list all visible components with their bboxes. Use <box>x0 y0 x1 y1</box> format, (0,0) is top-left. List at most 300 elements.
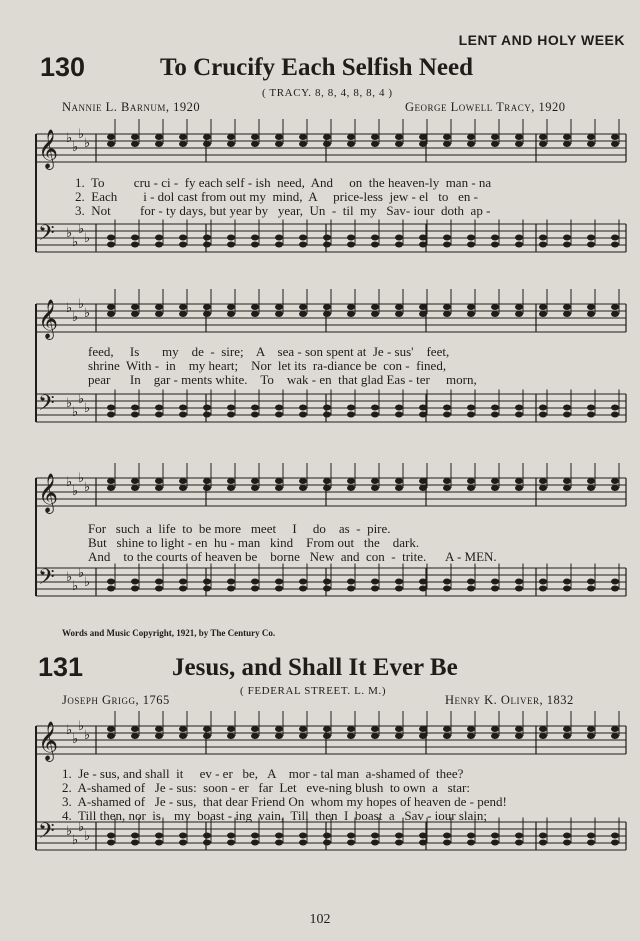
note-head-icon <box>371 833 379 839</box>
note-head-icon <box>419 733 427 739</box>
note-head-icon <box>299 412 307 418</box>
note-head-icon <box>467 586 475 592</box>
note-head-icon <box>395 840 403 846</box>
flat-icon: ♭ <box>78 392 85 407</box>
note-head-icon <box>203 726 211 732</box>
note-head-icon <box>563 134 571 140</box>
note-head-icon <box>419 840 427 846</box>
note-head-icon <box>347 726 355 732</box>
note-head-icon <box>443 726 451 732</box>
note-head-icon <box>227 478 235 484</box>
note-head-icon <box>131 242 139 248</box>
note-head-icon <box>491 478 499 484</box>
note-head-icon <box>179 242 187 248</box>
note-head-icon <box>587 242 595 248</box>
note-head-icon <box>491 833 499 839</box>
note-head-icon <box>155 235 163 241</box>
note-head-icon <box>275 833 283 839</box>
note-head-icon <box>371 840 379 846</box>
note-head-icon <box>563 242 571 248</box>
note-head-icon <box>611 478 619 484</box>
note-head-icon <box>227 405 235 411</box>
note-head-icon <box>179 733 187 739</box>
note-head-icon <box>227 840 235 846</box>
note-head-icon <box>515 733 523 739</box>
note-head-icon <box>299 478 307 484</box>
note-head-icon <box>539 733 547 739</box>
note-head-icon <box>347 478 355 484</box>
note-head-icon <box>347 141 355 147</box>
note-head-icon <box>467 833 475 839</box>
note-head-icon <box>179 833 187 839</box>
note-head-icon <box>515 412 523 418</box>
note-head-icon <box>155 733 163 739</box>
note-head-icon <box>419 405 427 411</box>
note-head-icon <box>131 478 139 484</box>
note-head-icon <box>155 485 163 491</box>
note-head-icon <box>395 242 403 248</box>
note-head-icon <box>251 242 259 248</box>
words-credit: Nannie L. Barnum, 1920 <box>62 100 201 114</box>
note-head-icon <box>539 141 547 147</box>
note-head-icon <box>179 405 187 411</box>
note-head-icon <box>491 485 499 491</box>
note-head-icon <box>443 833 451 839</box>
note-head-icon <box>131 726 139 732</box>
note-head-icon <box>275 485 283 491</box>
note-head-icon <box>131 235 139 241</box>
note-head-icon <box>251 586 259 592</box>
note-head-icon <box>155 840 163 846</box>
note-head-icon <box>275 840 283 846</box>
note-head-icon <box>539 134 547 140</box>
note-head-icon <box>515 726 523 732</box>
note-head-icon <box>395 579 403 585</box>
note-head-icon <box>323 833 331 839</box>
note-head-icon <box>227 304 235 310</box>
note-head-icon <box>395 726 403 732</box>
note-head-icon <box>515 134 523 140</box>
lyric-line: pear In gar - ments white. To wak - en that glad Eas - ter morn, <box>88 372 477 387</box>
note-head-icon <box>347 311 355 317</box>
note-head-icon <box>227 141 235 147</box>
flat-icon: ♭ <box>78 297 85 312</box>
note-head-icon <box>467 405 475 411</box>
note-head-icon <box>467 579 475 585</box>
note-head-icon <box>515 586 523 592</box>
note-head-icon <box>419 586 427 592</box>
note-head-icon <box>323 311 331 317</box>
note-head-icon <box>179 586 187 592</box>
note-head-icon <box>395 304 403 310</box>
note-head-icon <box>323 579 331 585</box>
note-head-icon <box>347 485 355 491</box>
note-head-icon <box>203 235 211 241</box>
note-head-icon <box>155 412 163 418</box>
lyric-line: 2. A-shamed of Je - sus: soon - er far Let eve-ning blush to own a star: <box>62 780 470 795</box>
note-head-icon <box>323 405 331 411</box>
note-head-icon <box>419 478 427 484</box>
note-head-icon <box>347 840 355 846</box>
note-head-icon <box>131 141 139 147</box>
note-head-icon <box>347 586 355 592</box>
note-head-icon <box>515 485 523 491</box>
note-head-icon <box>611 134 619 140</box>
note-head-icon <box>179 311 187 317</box>
note-head-icon <box>587 726 595 732</box>
flat-icon: ♭ <box>72 579 79 594</box>
note-head-icon <box>155 586 163 592</box>
note-head-icon <box>131 311 139 317</box>
lyric-line: For such a life to be more meet I do as - pire. <box>88 521 391 536</box>
note-head-icon <box>395 311 403 317</box>
flat-icon: ♭ <box>72 405 79 420</box>
note-head-icon <box>467 141 475 147</box>
note-head-icon <box>563 586 571 592</box>
note-head-icon <box>371 485 379 491</box>
note-head-icon <box>299 304 307 310</box>
flat-icon: ♭ <box>84 575 91 590</box>
note-head-icon <box>467 840 475 846</box>
hymn-number: 130 <box>40 52 86 82</box>
note-head-icon <box>587 579 595 585</box>
note-head-icon <box>179 478 187 484</box>
note-head-icon <box>443 840 451 846</box>
note-head-icon <box>419 242 427 248</box>
note-head-icon <box>587 478 595 484</box>
flat-icon: ♭ <box>78 471 85 486</box>
note-head-icon <box>203 833 211 839</box>
note-head-icon <box>587 235 595 241</box>
note-head-icon <box>563 726 571 732</box>
note-head-icon <box>563 733 571 739</box>
note-head-icon <box>131 412 139 418</box>
note-head-icon <box>203 242 211 248</box>
note-head-icon <box>491 405 499 411</box>
note-head-icon <box>419 235 427 241</box>
note-head-icon <box>467 311 475 317</box>
note-head-icon <box>107 311 115 317</box>
note-head-icon <box>203 311 211 317</box>
note-head-icon <box>587 485 595 491</box>
note-head-icon <box>611 311 619 317</box>
note-head-icon <box>251 235 259 241</box>
note-head-icon <box>467 304 475 310</box>
note-head-icon <box>371 242 379 248</box>
note-head-icon <box>539 412 547 418</box>
note-head-icon <box>107 478 115 484</box>
note-head-icon <box>155 304 163 310</box>
flat-icon: ♭ <box>78 222 85 237</box>
note-head-icon <box>539 304 547 310</box>
note-head-icon <box>203 485 211 491</box>
note-head-icon <box>395 235 403 241</box>
note-head-icon <box>179 840 187 846</box>
note-head-icon <box>227 235 235 241</box>
note-head-icon <box>179 141 187 147</box>
note-head-icon <box>611 733 619 739</box>
note-head-icon <box>515 235 523 241</box>
tune-name: ( TRACY. 8, 8, 4, 8, 8, 4 ) <box>262 87 393 99</box>
note-head-icon <box>419 304 427 310</box>
note-head-icon <box>155 242 163 248</box>
flat-icon: ♭ <box>66 396 73 411</box>
note-head-icon <box>467 242 475 248</box>
treble-clef-icon: 𝄞 <box>38 721 59 761</box>
note-head-icon <box>347 235 355 241</box>
note-head-icon <box>227 579 235 585</box>
note-head-icon <box>443 141 451 147</box>
note-head-icon <box>419 833 427 839</box>
note-head-icon <box>227 726 235 732</box>
lyric-line: 1. Je - sus, and shall it ev - er be, A mor - tal man a-shamed of thee? <box>62 766 464 781</box>
note-head-icon <box>611 405 619 411</box>
tune-name: ( FEDERAL STREET. L. M.) <box>240 685 387 697</box>
note-head-icon <box>107 405 115 411</box>
note-head-icon <box>107 733 115 739</box>
note-head-icon <box>251 141 259 147</box>
note-head-icon <box>611 579 619 585</box>
note-head-icon <box>443 485 451 491</box>
note-head-icon <box>275 134 283 140</box>
note-head-icon <box>563 840 571 846</box>
note-head-icon <box>539 478 547 484</box>
note-head-icon <box>347 242 355 248</box>
note-head-icon <box>299 840 307 846</box>
note-head-icon <box>131 733 139 739</box>
note-head-icon <box>563 412 571 418</box>
note-head-icon <box>539 311 547 317</box>
note-head-icon <box>371 311 379 317</box>
note-head-icon <box>443 586 451 592</box>
note-head-icon <box>395 733 403 739</box>
note-head-icon <box>491 235 499 241</box>
treble-clef-icon: 𝄞 <box>38 473 59 513</box>
note-head-icon <box>131 134 139 140</box>
note-head-icon <box>587 141 595 147</box>
note-head-icon <box>107 726 115 732</box>
note-head-icon <box>563 478 571 484</box>
note-head-icon <box>395 134 403 140</box>
note-head-icon <box>107 235 115 241</box>
lyric-line: shrine With - in my heart; Nor let its ra-diance be con - fined, <box>88 358 447 373</box>
note-head-icon <box>203 579 211 585</box>
note-head-icon <box>323 412 331 418</box>
note-head-icon <box>611 840 619 846</box>
note-head-icon <box>371 235 379 241</box>
flat-icon: ♭ <box>72 833 79 848</box>
note-head-icon <box>203 134 211 140</box>
note-head-icon <box>107 141 115 147</box>
flat-icon: ♭ <box>66 723 73 738</box>
note-head-icon <box>419 412 427 418</box>
note-head-icon <box>491 726 499 732</box>
note-head-icon <box>347 579 355 585</box>
lyric-line: 4. Till then, nor is my boast - ing vain, Till then I boast a Sav - iour slain; <box>62 808 488 823</box>
note-head-icon <box>491 304 499 310</box>
note-head-icon <box>539 840 547 846</box>
flat-icon: ♭ <box>84 480 91 495</box>
note-head-icon <box>155 726 163 732</box>
note-head-icon <box>419 141 427 147</box>
note-head-icon <box>299 235 307 241</box>
treble-clef-icon: 𝄞 <box>38 129 59 169</box>
note-head-icon <box>491 412 499 418</box>
note-head-icon <box>611 235 619 241</box>
note-head-icon <box>563 579 571 585</box>
note-head-icon <box>563 485 571 491</box>
note-head-icon <box>611 141 619 147</box>
note-head-icon <box>563 405 571 411</box>
flat-icon: ♭ <box>72 235 79 250</box>
note-head-icon <box>323 134 331 140</box>
flat-icon: ♭ <box>78 127 85 142</box>
note-head-icon <box>227 586 235 592</box>
note-head-icon <box>251 726 259 732</box>
note-head-icon <box>395 478 403 484</box>
note-head-icon <box>251 833 259 839</box>
note-head-icon <box>275 412 283 418</box>
note-head-icon <box>251 733 259 739</box>
note-head-icon <box>131 405 139 411</box>
note-head-icon <box>419 579 427 585</box>
note-head-icon <box>251 304 259 310</box>
note-head-icon <box>323 485 331 491</box>
hymn-title: Jesus, and Shall It Ever Be <box>172 654 458 681</box>
note-head-icon <box>467 485 475 491</box>
note-head-icon <box>275 235 283 241</box>
note-head-icon <box>395 586 403 592</box>
bass-clef-icon: 𝄢 <box>38 565 55 595</box>
note-head-icon <box>419 311 427 317</box>
note-head-icon <box>515 311 523 317</box>
note-head-icon <box>299 733 307 739</box>
flat-icon: ♭ <box>66 301 73 316</box>
note-head-icon <box>563 833 571 839</box>
flat-icon: ♭ <box>66 824 73 839</box>
flat-icon: ♭ <box>84 136 91 151</box>
note-head-icon <box>227 134 235 140</box>
note-head-icon <box>443 478 451 484</box>
note-head-icon <box>155 311 163 317</box>
note-head-icon <box>515 840 523 846</box>
note-head-icon <box>587 833 595 839</box>
note-head-icon <box>395 833 403 839</box>
note-head-icon <box>107 304 115 310</box>
note-head-icon <box>251 478 259 484</box>
note-head-icon <box>227 311 235 317</box>
note-head-icon <box>227 485 235 491</box>
note-head-icon <box>491 242 499 248</box>
note-head-icon <box>251 412 259 418</box>
note-head-icon <box>131 485 139 491</box>
bass-clef-icon: 𝄢 <box>38 391 55 421</box>
lyric-line: 3. Not for - ty days, but year by year, Un - til my Sav- iour doth ap - <box>75 203 491 218</box>
note-head-icon <box>419 134 427 140</box>
note-head-icon <box>323 733 331 739</box>
flat-icon: ♭ <box>72 140 79 155</box>
note-head-icon <box>203 405 211 411</box>
note-head-icon <box>155 141 163 147</box>
note-head-icon <box>155 579 163 585</box>
note-head-icon <box>539 235 547 241</box>
note-head-icon <box>347 733 355 739</box>
note-head-icon <box>371 579 379 585</box>
note-head-icon <box>299 405 307 411</box>
note-head-icon <box>467 412 475 418</box>
note-head-icon <box>371 134 379 140</box>
note-head-icon <box>323 478 331 484</box>
note-head-icon <box>251 579 259 585</box>
note-head-icon <box>179 304 187 310</box>
treble-clef-icon: 𝄞 <box>38 299 59 339</box>
note-head-icon <box>467 478 475 484</box>
note-head-icon <box>515 833 523 839</box>
lyric-line: 2. Each i - dol cast from out my mind, A price-less jew - el to en - <box>75 189 478 204</box>
note-head-icon <box>539 726 547 732</box>
note-head-icon <box>323 586 331 592</box>
note-head-icon <box>563 304 571 310</box>
flat-icon: ♭ <box>66 475 73 490</box>
note-head-icon <box>299 586 307 592</box>
flat-icon: ♭ <box>84 728 91 743</box>
note-head-icon <box>299 242 307 248</box>
note-head-icon <box>299 141 307 147</box>
note-head-icon <box>251 311 259 317</box>
note-head-icon <box>251 485 259 491</box>
note-head-icon <box>587 134 595 140</box>
note-head-icon <box>203 304 211 310</box>
note-head-icon <box>443 405 451 411</box>
note-head-icon <box>203 586 211 592</box>
note-head-icon <box>131 304 139 310</box>
note-head-icon <box>131 840 139 846</box>
note-head-icon <box>227 412 235 418</box>
note-head-icon <box>299 579 307 585</box>
note-head-icon <box>443 235 451 241</box>
note-head-icon <box>371 478 379 484</box>
note-head-icon <box>275 733 283 739</box>
flat-icon: ♭ <box>84 306 91 321</box>
note-head-icon <box>443 242 451 248</box>
note-head-icon <box>419 485 427 491</box>
note-head-icon <box>347 833 355 839</box>
note-head-icon <box>443 733 451 739</box>
note-head-icon <box>299 134 307 140</box>
flat-icon: ♭ <box>72 732 79 747</box>
note-head-icon <box>395 412 403 418</box>
note-head-icon <box>515 242 523 248</box>
note-head-icon <box>323 235 331 241</box>
note-head-icon <box>299 485 307 491</box>
note-head-icon <box>539 405 547 411</box>
note-head-icon <box>203 840 211 846</box>
note-head-icon <box>563 311 571 317</box>
note-head-icon <box>251 134 259 140</box>
note-head-icon <box>611 304 619 310</box>
bass-clef-icon: 𝄢 <box>38 221 55 251</box>
music-credit: George Lowell Tracy, 1920 <box>405 100 566 114</box>
note-head-icon <box>107 833 115 839</box>
note-head-icon <box>179 579 187 585</box>
note-head-icon <box>347 412 355 418</box>
note-head-icon <box>611 726 619 732</box>
note-head-icon <box>107 586 115 592</box>
note-head-icon <box>515 579 523 585</box>
lyric-line: But shine to light - en hu - man kind From out the dark. <box>88 535 420 550</box>
note-head-icon <box>107 412 115 418</box>
note-head-icon <box>107 134 115 140</box>
